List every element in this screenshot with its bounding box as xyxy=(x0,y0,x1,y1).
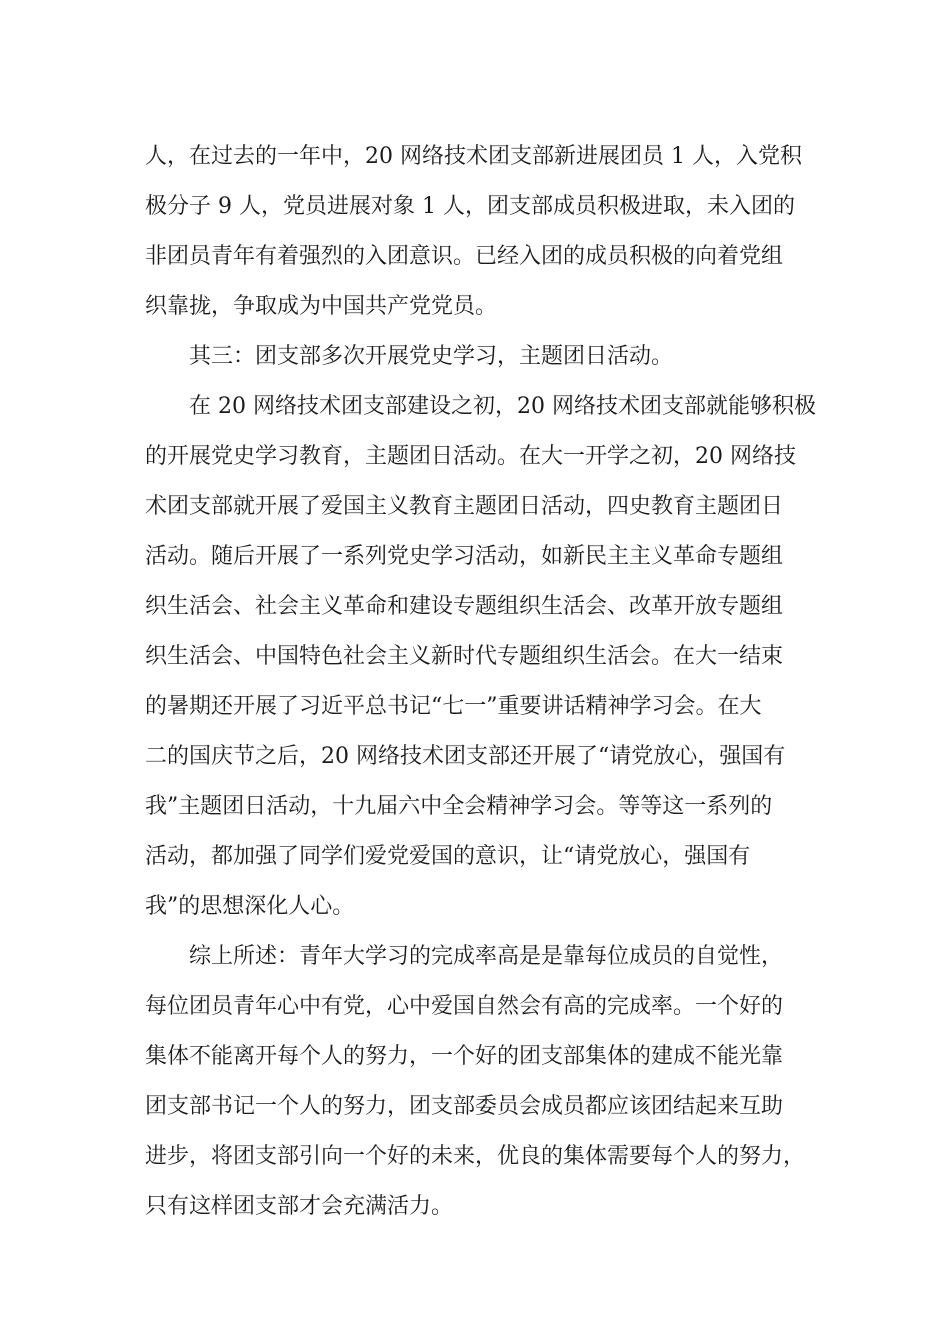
text-line: 活动，都加强了同学们爱党爱国的意识，让“请党放心，强国有 xyxy=(145,844,751,869)
text-line: 非团员青年有着强烈的入团意识。已经入团的成员积极的向着党组 xyxy=(145,244,784,269)
body-text xyxy=(145,132,835,1232)
text-line: 人，在过去的一年中，20 网络技术团支部新进展团员 1 人，入党积 xyxy=(145,144,802,169)
text-line: 综上所述：青年大学习的完成率高是是靠每位成员的自觉性， xyxy=(189,944,784,969)
text-line: 的开展党史学习教育，主题团日活动。在大一开学之初，20 网络技 xyxy=(145,444,796,469)
section-heading: 其三：团支部多次开展党史学习，主题团日活动。 xyxy=(189,344,674,369)
text-line: 织生活会、中国特色社会主义新时代专题组织生活会。在大一结束 xyxy=(145,644,784,669)
text-line: 极分子 9 人，党员进展对象 1 人，团支部成员积极进取，未入团的 xyxy=(145,194,795,219)
text-line: 我”的思想深化人心。 xyxy=(145,894,355,919)
text-line: 集体不能离开每个人的努力，一个好的团支部集体的建成不能光靠 xyxy=(145,1044,784,1069)
text-line: 的暑期还开展了习近平总书记“七一”重要讲话精神学习会。在大 xyxy=(145,694,762,719)
text-line: 二的国庆节之后，20 网络技术团支部还开展了“请党放心，强国有 xyxy=(145,744,786,769)
text-line: 每位团员青年心中有党，心中爱国自然会有高的完成率。一个好的 xyxy=(145,994,784,1019)
text-line: 进步，将团支部引向一个好的未来，优良的集体需要每个人的努力， xyxy=(145,1144,806,1169)
text-line: 术团支部就开展了爱国主义教育主题团日活动，四史教育主题团日 xyxy=(145,494,784,519)
text-line: 团支部书记一个人的努力，团支部委员会成员都应该团结起来互助 xyxy=(145,1094,784,1119)
text-line: 在 20 网络技术团支部建设之初，20 网络技术团支部就能够积极 xyxy=(189,394,816,419)
text-line: 织生活会、社会主义革命和建设专题组织生活会、改革开放专题组 xyxy=(145,594,784,619)
text-line: 活动。随后开展了一系列党史学习活动，如新民主主义革命专题组 xyxy=(145,544,784,569)
text-line: 只有这样团支部才会充满活力。 xyxy=(145,1194,454,1219)
text-line: 织靠拢，争取成为中国共产党党员。 xyxy=(145,294,498,319)
text-line: 我”主题团日活动，十九届六中全会精神学习会。等等这一系列的 xyxy=(145,794,773,819)
